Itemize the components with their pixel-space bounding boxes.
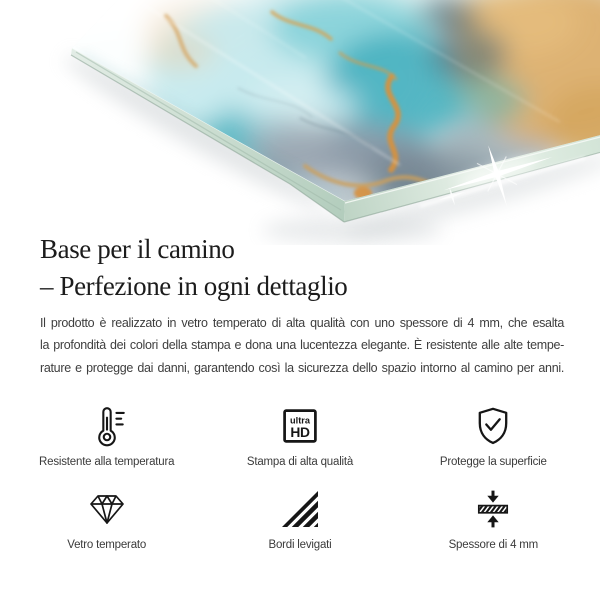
feature-label: Resistente alla temperatura (39, 456, 175, 469)
thermometer-icon (85, 403, 129, 449)
thickness-4mm-icon (472, 486, 514, 532)
title-line-2: – Perfezione in ogni dettaglio (40, 271, 348, 301)
shield-check-icon (471, 403, 515, 449)
feature-label: Stampa di alta qualità (246, 456, 354, 469)
description-line: la profondità dei colori della stampa e dona una lucentezza elegante. È resistente alle alte tempe- (40, 338, 564, 353)
glass-panel-image (0, 0, 600, 245)
feature-label: Spessore di 4 mm (448, 539, 539, 552)
feature-label: Vetro temperato (67, 539, 147, 552)
svg-text:ultra: ultra (290, 415, 310, 426)
feature-tempered-glass (10, 486, 203, 551)
diamond-icon (86, 486, 128, 532)
feature-label: Bordi levigati (268, 539, 332, 552)
product-photo (0, 0, 600, 245)
feature-protection (397, 403, 590, 468)
polished-edges-icon (279, 486, 321, 532)
product-description (40, 312, 564, 379)
feature-polished-edges (203, 486, 396, 551)
ultra-hd-icon (278, 403, 322, 449)
feature-temperature (10, 403, 203, 468)
description-line: Il prodotto è realizzato in vetro temperato di alta qualità con uno spessore di 4 mm, che esalta (40, 316, 564, 330)
title-line-1: Base per il camino (40, 234, 235, 264)
svg-text:HD: HD (290, 424, 310, 441)
description-line: rature e protegge dai danni, garantendo così la sicurezza dello spazio intorno al camino per anni. (40, 360, 564, 375)
feature-label: Protegge la superficie (439, 456, 547, 469)
features-grid (0, 403, 600, 551)
feature-print-quality (203, 403, 396, 468)
feature-thickness (397, 486, 590, 551)
